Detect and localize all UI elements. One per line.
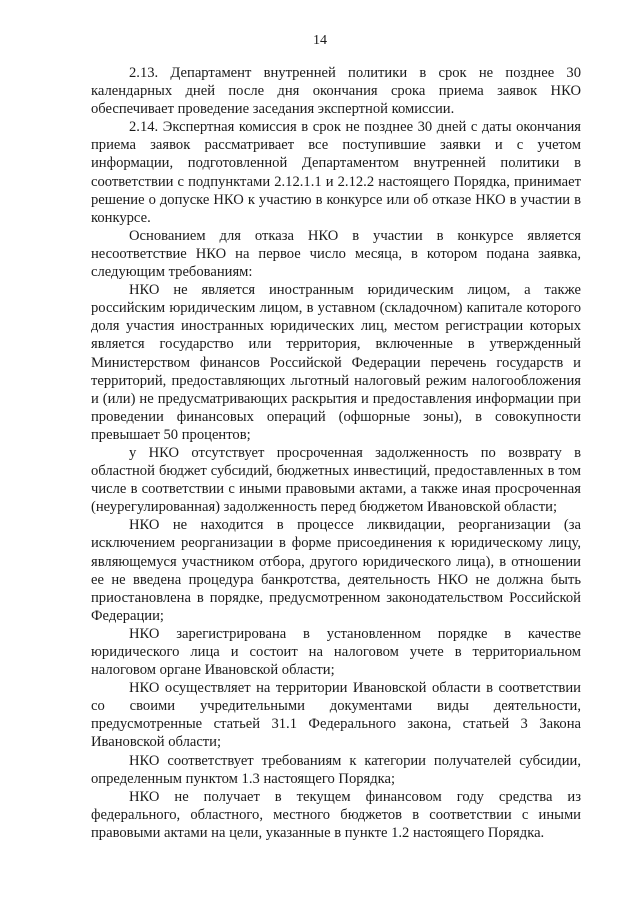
requirement-no-liquidation: НКО не находится в процессе ликвидации, реорганизации (за исключением реорганизации в форме присоединения к юридическому лицу, являющемуся участником отбора, другого юридического лица), в отношении ее не введена процедура банкротства, деятельность НКО не должна быть приостановлена в порядке, предусмотренном законодательством Российской Федерации; [91,517,581,624]
requirement-no-other-funding: НКО не получает в текущем финансовом году средства из федерального, областного, местного бюджетов в соответствии с иными правовыми актами на цели, указанные в пункте 1.2 настоящего Порядка. [91,788,581,841]
requirement-registration: НКО зарегистрирована в установленном порядке в качестве юридического лица и состоит на налоговом учете в территориальном налоговом органе Ивановской области; [91,625,581,679]
paragraph-2-13: 2.13. Департамент внутренней политики в срок не позднее 30 календарных дней после дня окончания срока приема заявок НКО обеспечивает проведение заседания экспертной комиссии. [91,65,581,118]
requirement-foreign-entity: НКО не является иностранным юридическим лицом, а также российским юридическим лицом, в уставном (складочном) капитале которого доля участия иностранных юридических лиц, местом регистрации которых является государство или территория, включенные в утвержденный Министерством финансов Российской Федерации перечень государств и территорий, предоставляющих льготный налоговый режим налогообложения и (или) не предусматривающих раскрытия и предоставления информации при проведении финансовых операций (офшорные зоны), в совокупности превышает 50 процентов; [91,282,581,443]
requirement-no-debt: у НКО отсутствует просроченная задолженность по возврату в областной бюджет субсидий, бюджетных инвестиций, предоставленных в том числе в соответствии с иными правовыми актами, а также иная просроченная (неурегулированная) задолженность перед бюджетом Ивановской области; [91,444,581,516]
requirement-recipient-category: НКО соответствует требованиям к категории получателей субсидии, определенным пунктом 1.3 настоящего Порядка; [91,752,581,787]
paragraph-2-14: 2.14. Экспертная комиссия в срок не позднее 30 дней с даты окончания приема заявок рассматривает все поступившие заявки и с учетом информации, подготовленной Департаментом внутренней политики в соответствии с подпунктами 2.12.1.1 и 2.12.2 настоящего Порядка, принимает решение о допуске НКО к участию в конкурсе или об отказе НКО в участии в конкурсе. [91,119,581,226]
page-number: 14 [313,33,327,48]
paragraph-refusal-grounds: Основанием для отказа НКО в участии в конкурсе является несоответствие НКО на первое число месяца, в котором подана заявка, следующим требованиям: [91,227,581,281]
document-body [91,64,581,842]
requirement-activity: НКО осуществляет на территории Ивановской области в соответствии со своими учредительными документами виды деятельности, предусмотренные статьей 31.1 Федерального закона, статьей 3 Закона Ивановской области; [91,680,581,751]
